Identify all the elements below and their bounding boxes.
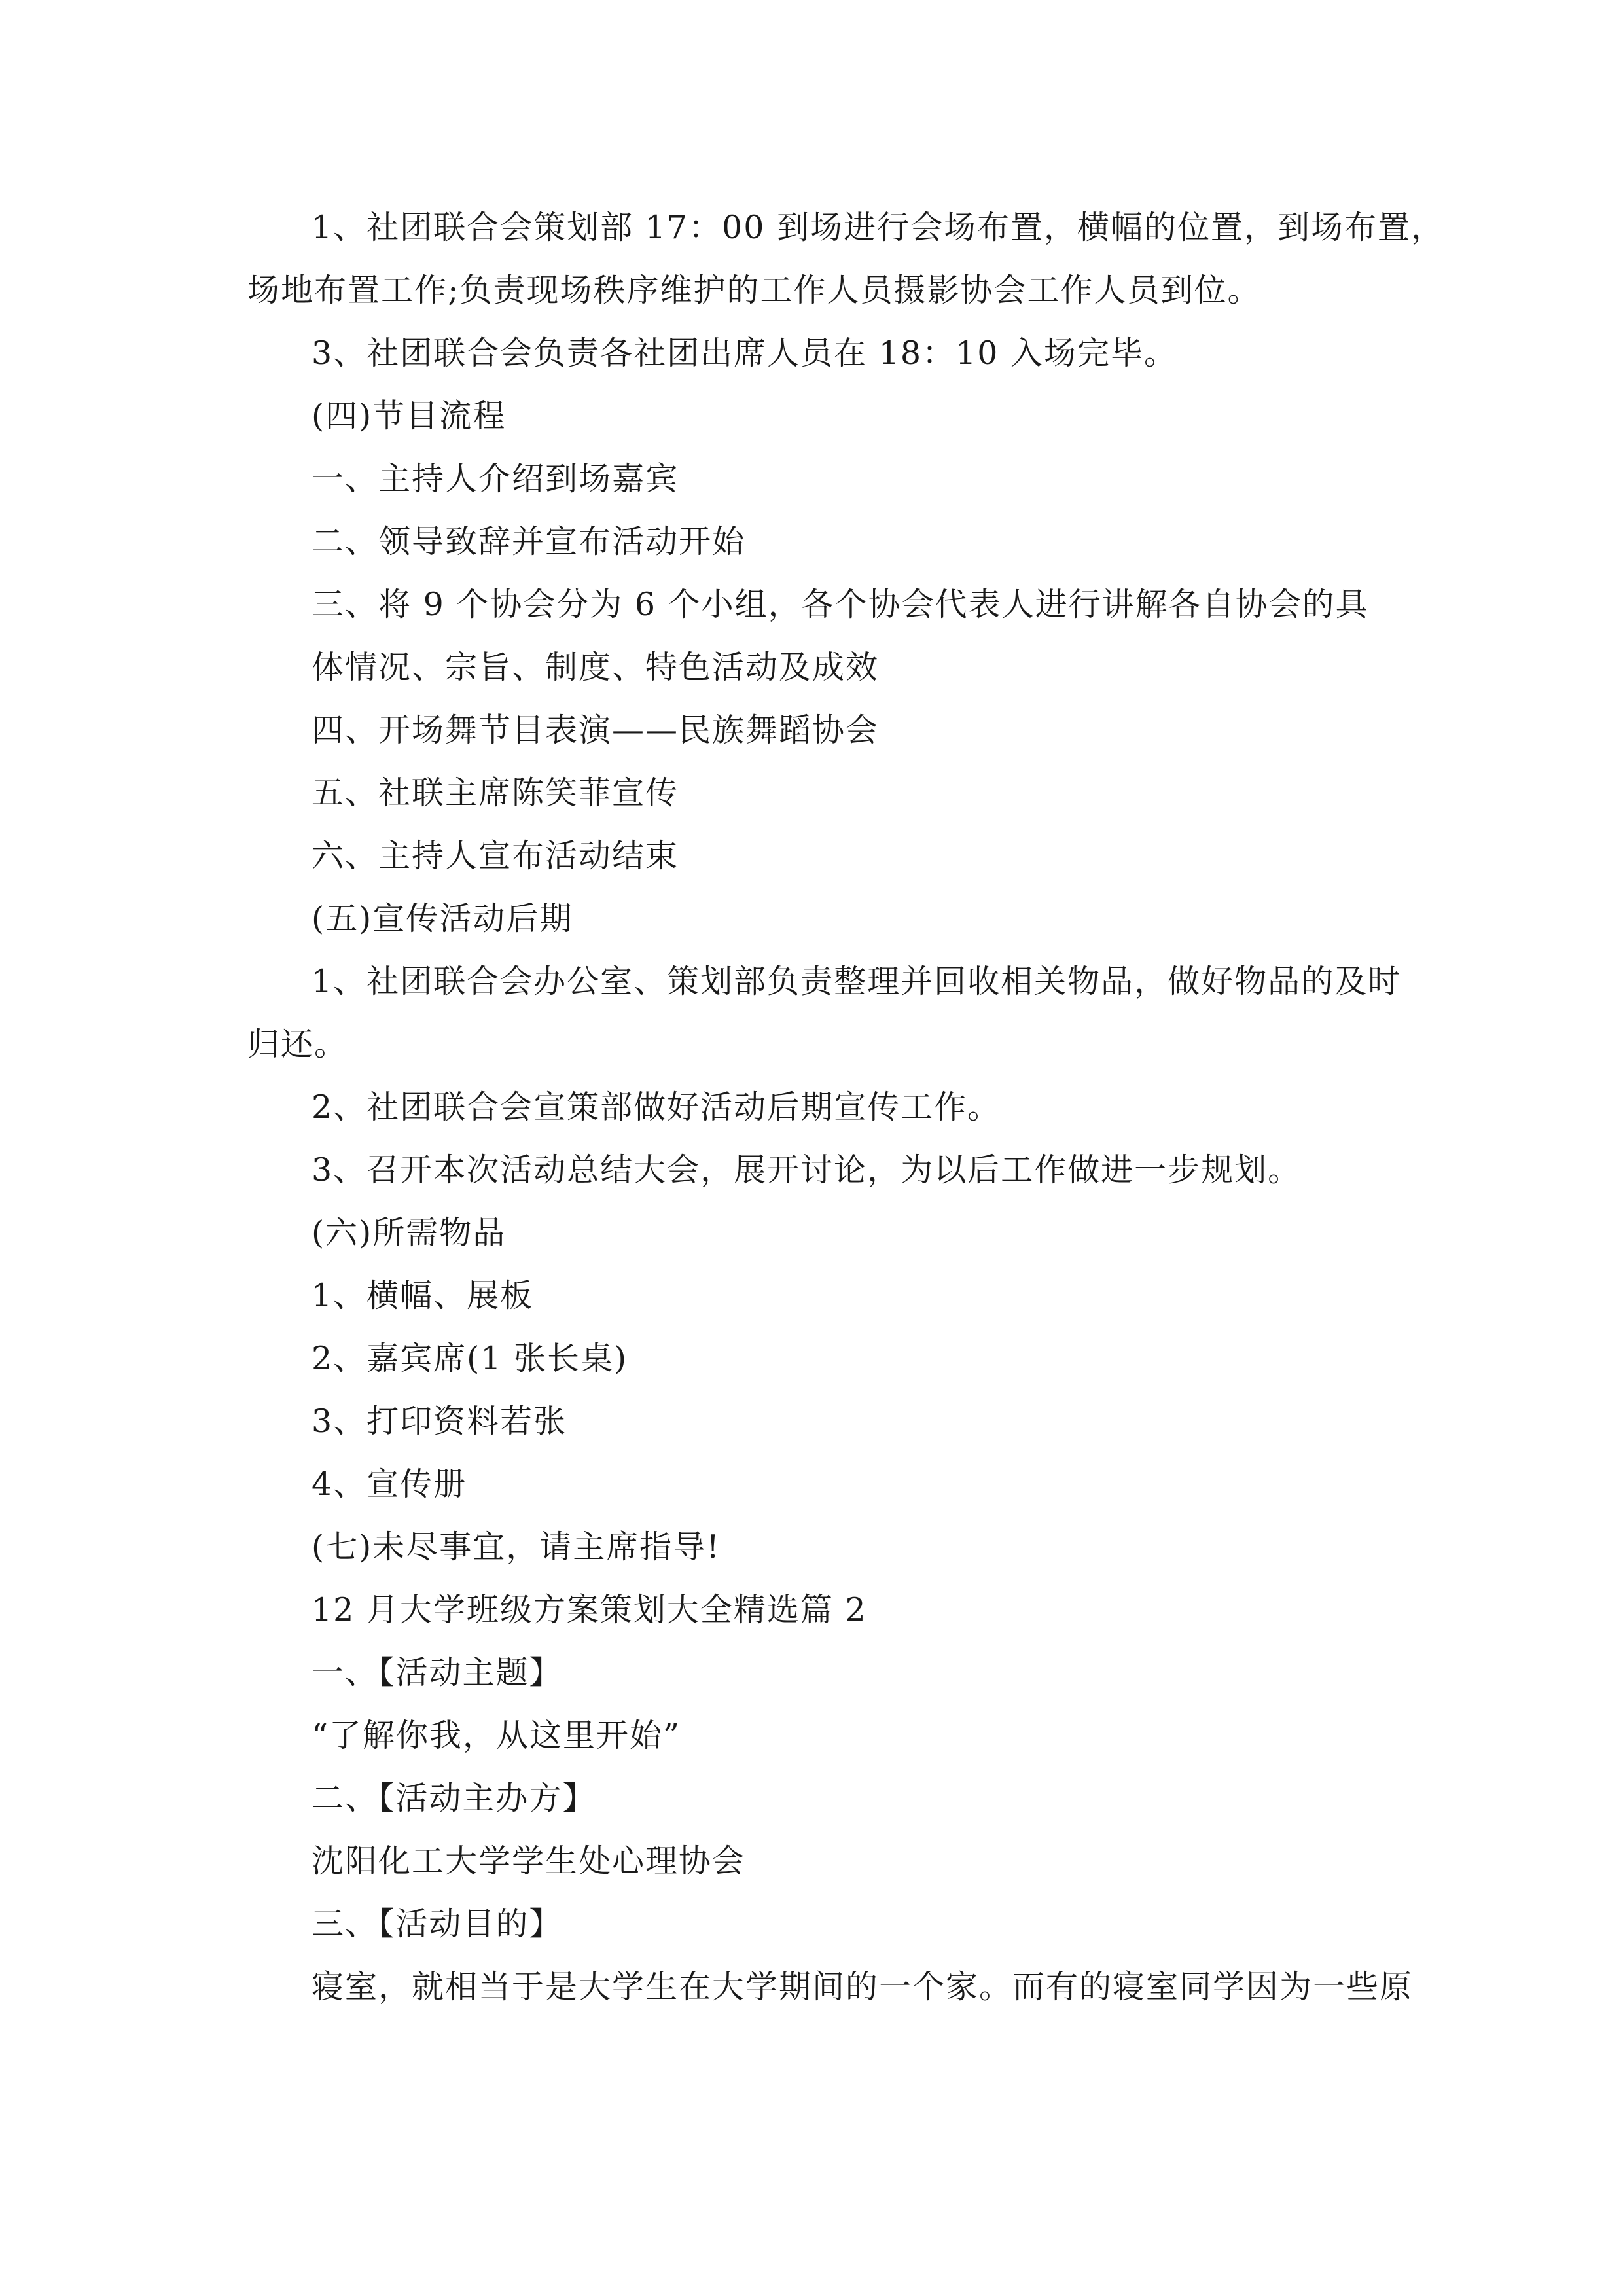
list-item: 3、打印资料若张 — [312, 1403, 567, 1440]
section-heading: 二、【活动主办方】 — [312, 1780, 596, 1817]
paragraph-line: 1、社团联合会办公室、策划部负责整理并回收相关物品，做好物品的及时 — [312, 963, 1402, 1000]
list-item: 五、社联主席陈笑菲宣传 — [312, 774, 679, 812]
section-heading: 一、【活动主题】 — [312, 1654, 563, 1691]
paragraph-line: “了解你我，从这里开始” — [312, 1717, 681, 1754]
section-heading: (六)所需物品 — [312, 1214, 507, 1251]
paragraph-line: 3、社团联合会负责各社团出席人员在 18：10 入场完毕。 — [312, 334, 1178, 372]
list-item: 二、领导致辞并宣布活动开始 — [312, 523, 746, 560]
section-heading: (四)节目流程 — [312, 397, 507, 435]
list-item: 四、开场舞节目表演——民族舞蹈协会 — [312, 711, 880, 749]
list-item: 4、宣传册 — [312, 1465, 467, 1503]
paragraph-line: 1、社团联合会策划部 17：00 到场进行会场布置，横幅的位置，到场布置， — [312, 209, 1445, 246]
section-heading: (五)宣传活动后期 — [312, 900, 573, 937]
list-item: 一、主持人介绍到场嘉宾 — [312, 460, 679, 497]
list-item: 体情况、宗旨、制度、特色活动及成效 — [312, 649, 880, 686]
list-item: 2、嘉宾席(1 张长桌) — [312, 1340, 628, 1377]
section-heading: 三、【活动目的】 — [312, 1905, 563, 1943]
list-item: 六、主持人宣布活动结束 — [312, 837, 679, 874]
list-item: 三、将 9 个协会分为 6 个小组，各个协会代表人进行讲解各自协会的具 — [312, 586, 1369, 623]
paragraph-line: 3、召开本次活动总结大会，展开讨论，为以后工作做进一步规划。 — [312, 1151, 1302, 1189]
paragraph-line: 2、社团联合会宣策部做好活动后期宣传工作。 — [312, 1088, 1001, 1126]
paragraph-line: 场地布置工作;负责现场秩序维护的工作人员摄影协会工作人员到位。 — [247, 272, 1261, 309]
list-item: 1、横幅、展板 — [312, 1277, 534, 1314]
document-body — [247, 196, 1445, 2018]
paragraph-line: 归还。 — [247, 1026, 348, 1063]
paragraph-line: 寝室，就相当于是大学生在大学期间的一个家。而有的寝室同学因为一些原 — [312, 1968, 1414, 2005]
paragraph-line: 沈阳化工大学学生处心理协会 — [312, 1842, 746, 1880]
article-title: 12 月大学班级方案策划大全精选篇 2 — [312, 1591, 867, 1628]
section-heading: (七)未尽事宜，请主席指导! — [312, 1528, 721, 1566]
